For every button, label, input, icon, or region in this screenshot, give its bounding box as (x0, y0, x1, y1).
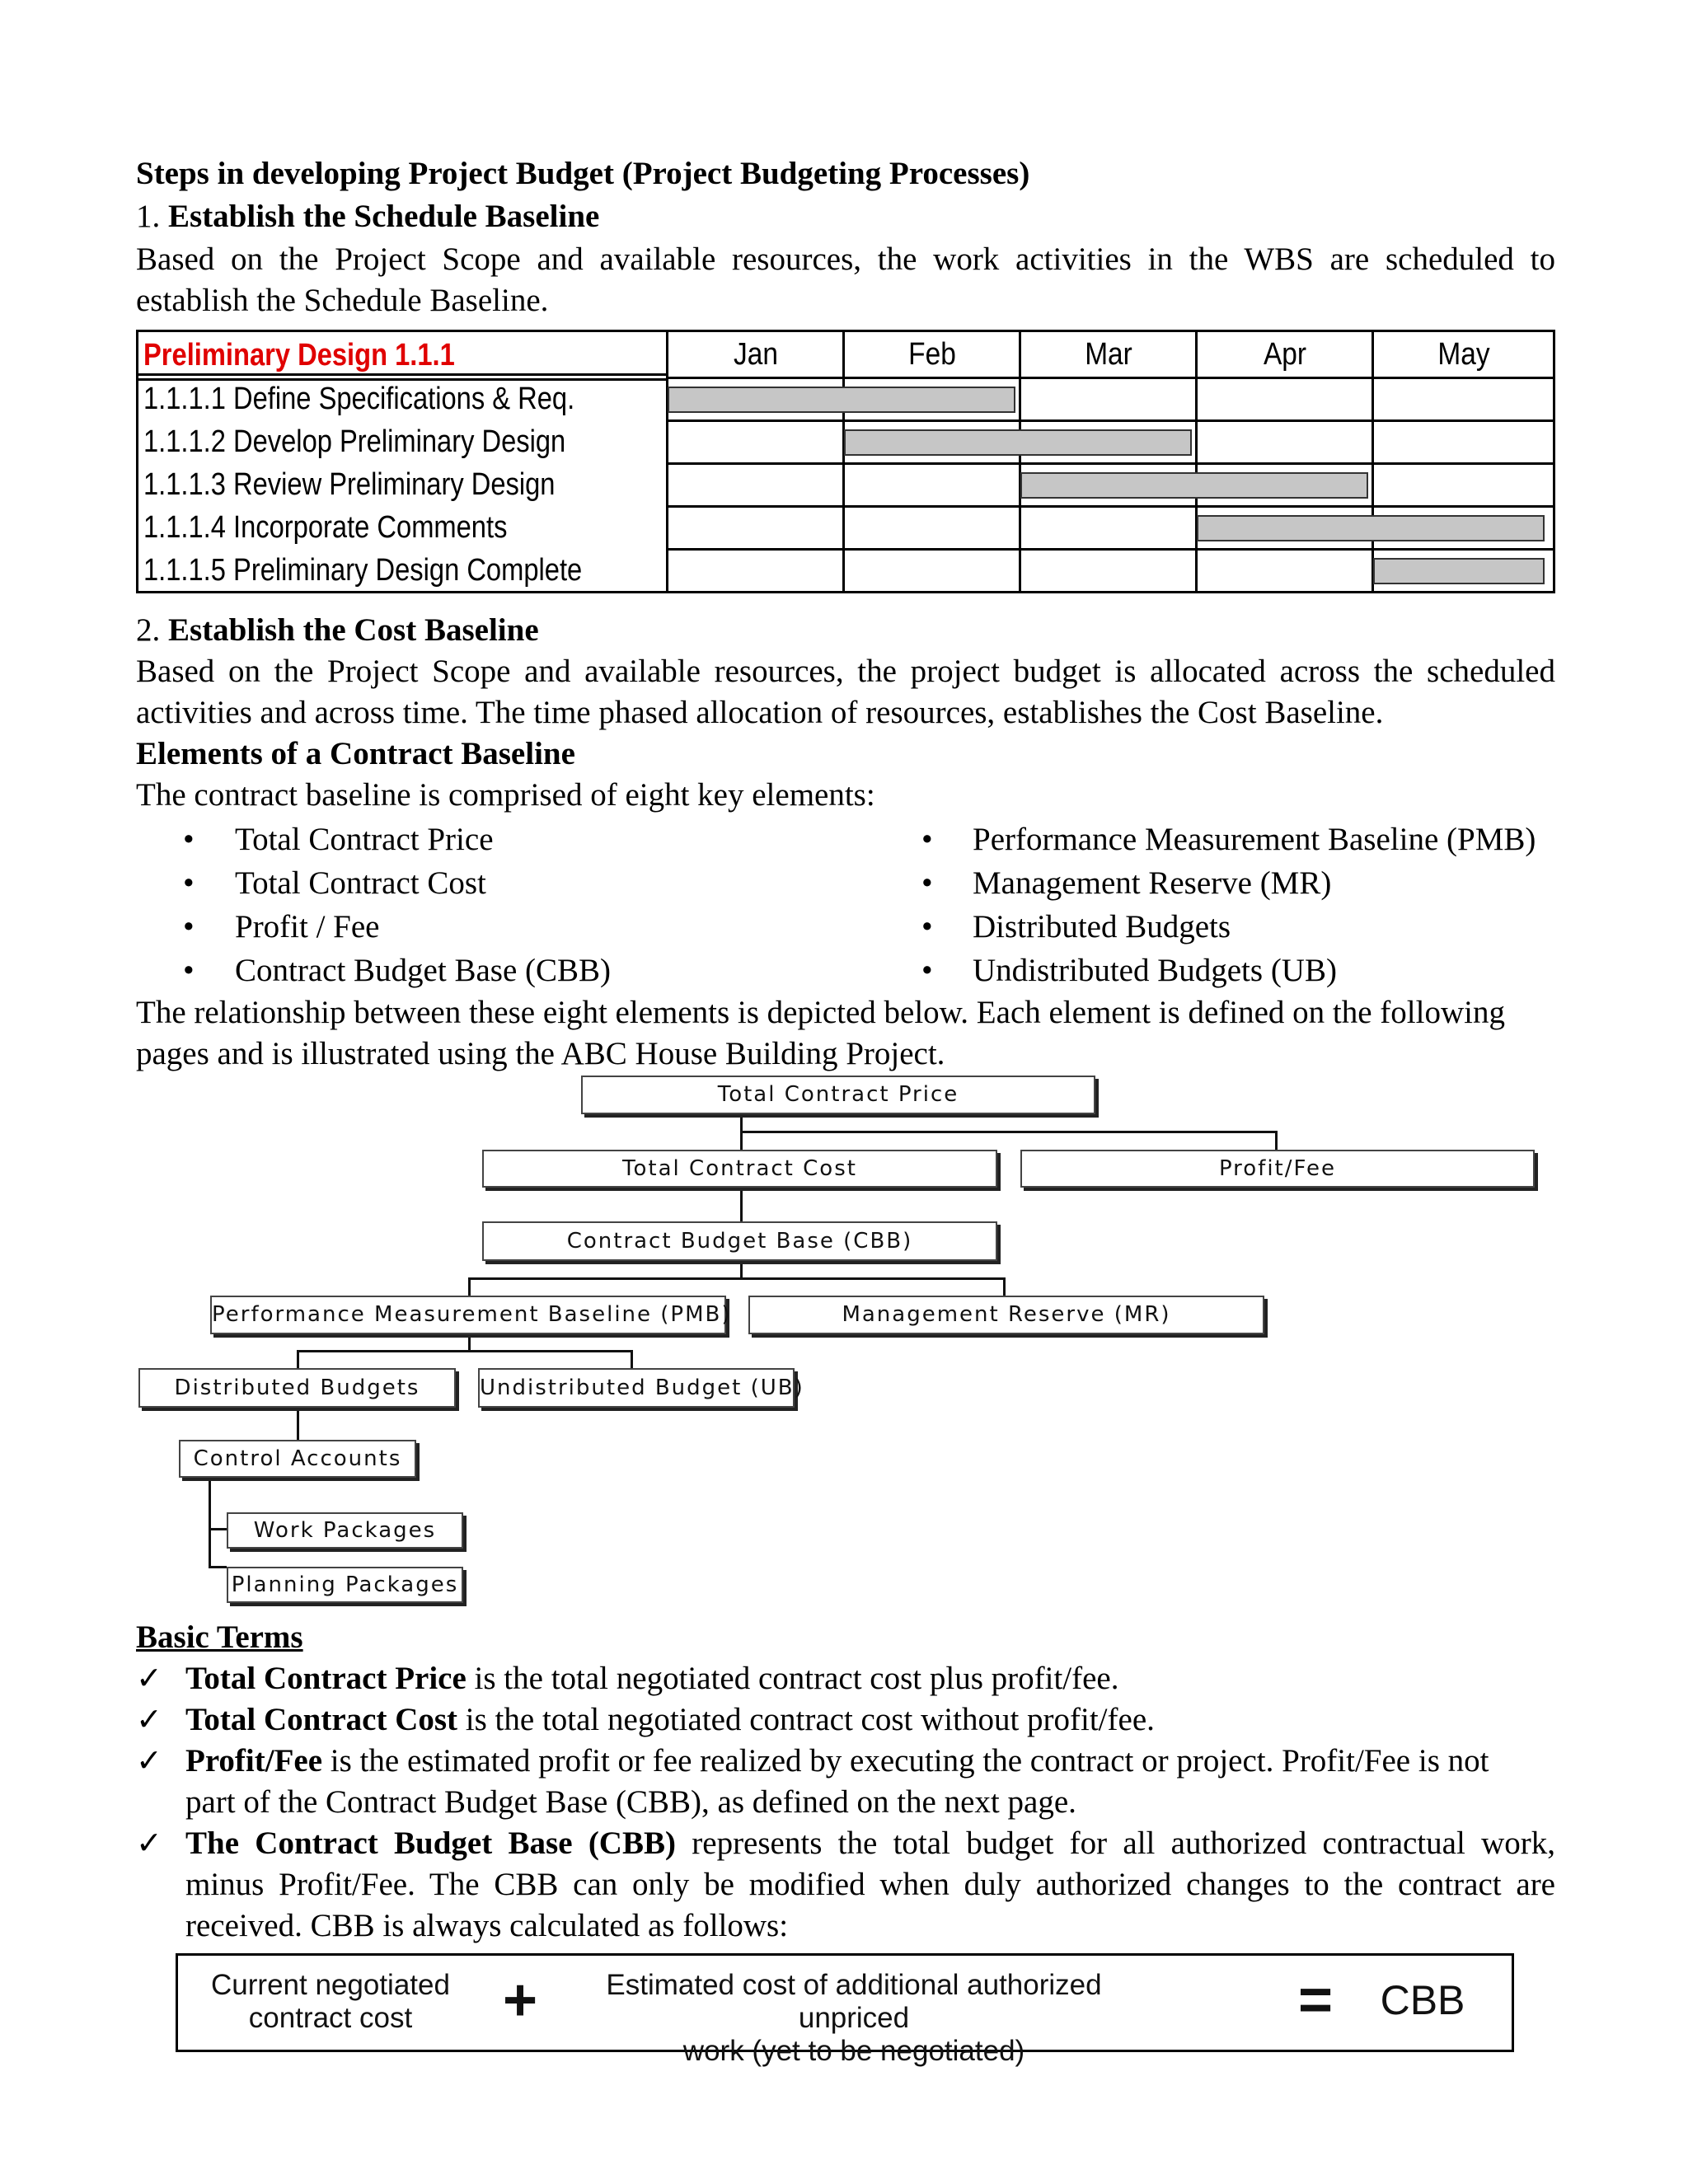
gantt-bar (668, 387, 1015, 413)
relation-line1: The relationship between these eight elements is depicted below. Each element is defined on the following (136, 995, 1505, 1030)
element-left-2: Total Contract Cost (235, 865, 486, 901)
term-text: is the estimated profit or fee realized by executing the contract or project. Profit/Fee is not (322, 1743, 1489, 1779)
element-right-1: Performance Measurement Baseline (PMB) (973, 822, 1536, 857)
term-text: represents the total budget for all authorized contractual work, (675, 1825, 1555, 1861)
gantt-row-line (666, 548, 1553, 551)
org-connector (209, 1566, 227, 1568)
checkmark-icon: ✓ (136, 1703, 162, 1737)
gantt-col-line (1195, 332, 1198, 591)
org-connector (209, 1528, 227, 1530)
step1-para-line2: establish the Schedule Baseline. (136, 283, 549, 318)
org-box-profit-fee: Profit/Fee (1020, 1150, 1535, 1188)
step2-heading (136, 610, 539, 651)
term-bold: Profit/Fee (185, 1743, 323, 1779)
gantt-bar (1197, 515, 1545, 541)
org-connector (468, 1277, 471, 1297)
org-connector (740, 1114, 743, 1132)
gantt-table (136, 330, 1555, 593)
org-box-undistributed-budget: Undistributed Budget (UB) (478, 1368, 795, 1408)
org-connector (209, 1478, 211, 1568)
org-connector (468, 1333, 471, 1352)
element-left-1: Total Contract Price (235, 822, 494, 857)
gantt-bar (844, 429, 1192, 456)
bullet-icon: • (183, 953, 195, 988)
checkmark-icon: ✓ (136, 1826, 162, 1861)
org-box-planning-packages: Planning Packages (227, 1567, 463, 1603)
gantt-task-label: 1.1.1.5 Preliminary Design Complete (143, 553, 583, 588)
org-connector (740, 1261, 743, 1279)
term-profit-fee (185, 1741, 1489, 1782)
bullet-icon: • (183, 865, 195, 901)
gantt-col-line (1372, 332, 1374, 591)
org-box-mr: Management Reserve (MR) (748, 1296, 1264, 1334)
step1-para-line1: Based on the Project Scope and available resources, the work activities in the WBS are scheduled to (136, 241, 1555, 277)
gantt-bar (1373, 558, 1545, 584)
step2-para-line1: Based on the Project Scope and available resources, the project budget is allocated across the scheduled (136, 654, 1555, 689)
checkmark-icon: ✓ (136, 1661, 162, 1696)
org-box-total-contract-cost: Total Contract Cost (482, 1150, 997, 1188)
term-cbb (185, 1823, 1555, 1864)
formula-part1 (186, 1969, 475, 2035)
gantt-header-rule (138, 373, 666, 376)
element-left-4: Contract Budget Base (CBB) (235, 953, 612, 988)
org-box-cbb: Contract Budget Base (CBB) (482, 1221, 997, 1261)
gantt-month-mar: Mar (1085, 337, 1132, 372)
formula-part2-line2: work (yet to be negotiated) (682, 2035, 1025, 2067)
cbb-formula-box (176, 1953, 1514, 2067)
org-connector (740, 1131, 1278, 1133)
org-box-pmb: Performance Measurement Baseline (PMB) (210, 1296, 726, 1334)
formula-part1-line2: contract cost (248, 2002, 413, 2034)
bullet-icon: • (183, 909, 195, 944)
step2-number: 2. (136, 612, 161, 648)
element-right-2: Management Reserve (MR) (973, 865, 1332, 901)
term-profit-fee-line2: part of the Contract Budget Base (CBB), as defined on the next page. (185, 1784, 1076, 1820)
step1-heading (136, 196, 599, 237)
element-right-4: Undistributed Budgets (UB) (973, 953, 1337, 988)
term-text: is the total negotiated contract cost without profit/fee. (457, 1702, 1155, 1737)
gantt-title: Preliminary Design 1.1.1 (143, 338, 455, 373)
bullet-icon: • (921, 909, 933, 944)
plus-icon: + (502, 1967, 538, 2033)
org-connector (631, 1350, 633, 1370)
section-title: Steps in developing Project Budget (Project Budgeting Processes) (136, 156, 1030, 191)
org-connector (297, 1350, 633, 1352)
gantt-month-apr: Apr (1263, 337, 1307, 372)
gantt-row-line (666, 419, 1553, 422)
bullet-icon: • (921, 822, 933, 857)
org-connector (740, 1131, 743, 1151)
gantt-task-label: 1.1.1.3 Review Preliminary Design (143, 467, 556, 502)
equals-icon: = (1297, 1967, 1334, 2033)
element-right-3: Distributed Budgets (973, 909, 1231, 944)
term-bold: Total Contract Cost (185, 1702, 458, 1737)
gantt-month-may: May (1437, 337, 1490, 372)
org-box-total-contract-price: Total Contract Price (581, 1076, 1095, 1114)
elements-heading: Elements of a Contract Baseline (136, 736, 575, 771)
step1-title: Establish the Schedule Baseline (168, 199, 600, 234)
elements-intro: The contract baseline is comprised of eight key elements: (136, 777, 875, 813)
gantt-task-label: 1.1.1.2 Develop Preliminary Design (143, 424, 566, 459)
term-bold: Total Contract Price (185, 1661, 467, 1696)
bullet-icon: • (921, 953, 933, 988)
checkmark-icon: ✓ (136, 1744, 162, 1779)
term-cbb-line2: minus Profit/Fee. The CBB can only be modified when duly authorized changes to the contract are (185, 1867, 1555, 1902)
org-connector (1275, 1131, 1278, 1151)
org-box-distributed-budgets: Distributed Budgets (138, 1368, 456, 1408)
gantt-col-line (842, 332, 845, 591)
formula-part2-line1: Estimated cost of additional authorized unpriced (606, 1969, 1102, 2034)
step2-para-line2: activities and across time. The time phased allocation of resources, establishes the Cost Baseline. (136, 695, 1384, 730)
org-connector (468, 1277, 1006, 1280)
relation-line2: pages and is illustrated using the ABC House Building Project. (136, 1036, 945, 1071)
step1-number: 1. (136, 199, 161, 234)
term-total-contract-price (185, 1658, 1118, 1699)
gantt-divider (666, 332, 668, 591)
basic-terms-heading: Basic Terms (136, 1619, 303, 1655)
org-connector (297, 1406, 299, 1441)
org-connector (1003, 1277, 1006, 1297)
formula-result: CBB (1380, 1977, 1465, 2023)
bullet-icon: • (183, 822, 195, 857)
org-connector (740, 1187, 743, 1221)
gantt-row-line (666, 462, 1553, 465)
formula-part2 (557, 1969, 1151, 2068)
gantt-col-line (1019, 332, 1021, 591)
term-bold: The Contract Budget Base (CBB) (185, 1825, 676, 1861)
bullet-icon: • (921, 865, 933, 901)
org-connector (297, 1350, 299, 1370)
org-box-control-accounts: Control Accounts (179, 1440, 416, 1478)
formula-part1-line1: Current negotiated (211, 1969, 450, 2001)
gantt-row-line (666, 505, 1553, 508)
org-box-work-packages: Work Packages (227, 1512, 463, 1549)
gantt-task-label: 1.1.1.1 Define Specifications & Req. (143, 382, 575, 416)
gantt-bar (1020, 472, 1368, 499)
gantt-month-feb: Feb (908, 337, 956, 372)
gantt-task-label: 1.1.1.4 Incorporate Comments (143, 510, 508, 545)
step2-title: Establish the Cost Baseline (168, 612, 539, 648)
term-cbb-line3: received. CBB is always calculated as follows: (185, 1908, 789, 1943)
term-text: is the total negotiated contract cost plus profit/fee. (466, 1661, 1119, 1696)
element-left-3: Profit / Fee (235, 909, 380, 944)
gantt-row-line (666, 377, 1553, 379)
term-total-contract-cost (185, 1699, 1155, 1741)
gantt-month-jan: Jan (734, 337, 778, 372)
